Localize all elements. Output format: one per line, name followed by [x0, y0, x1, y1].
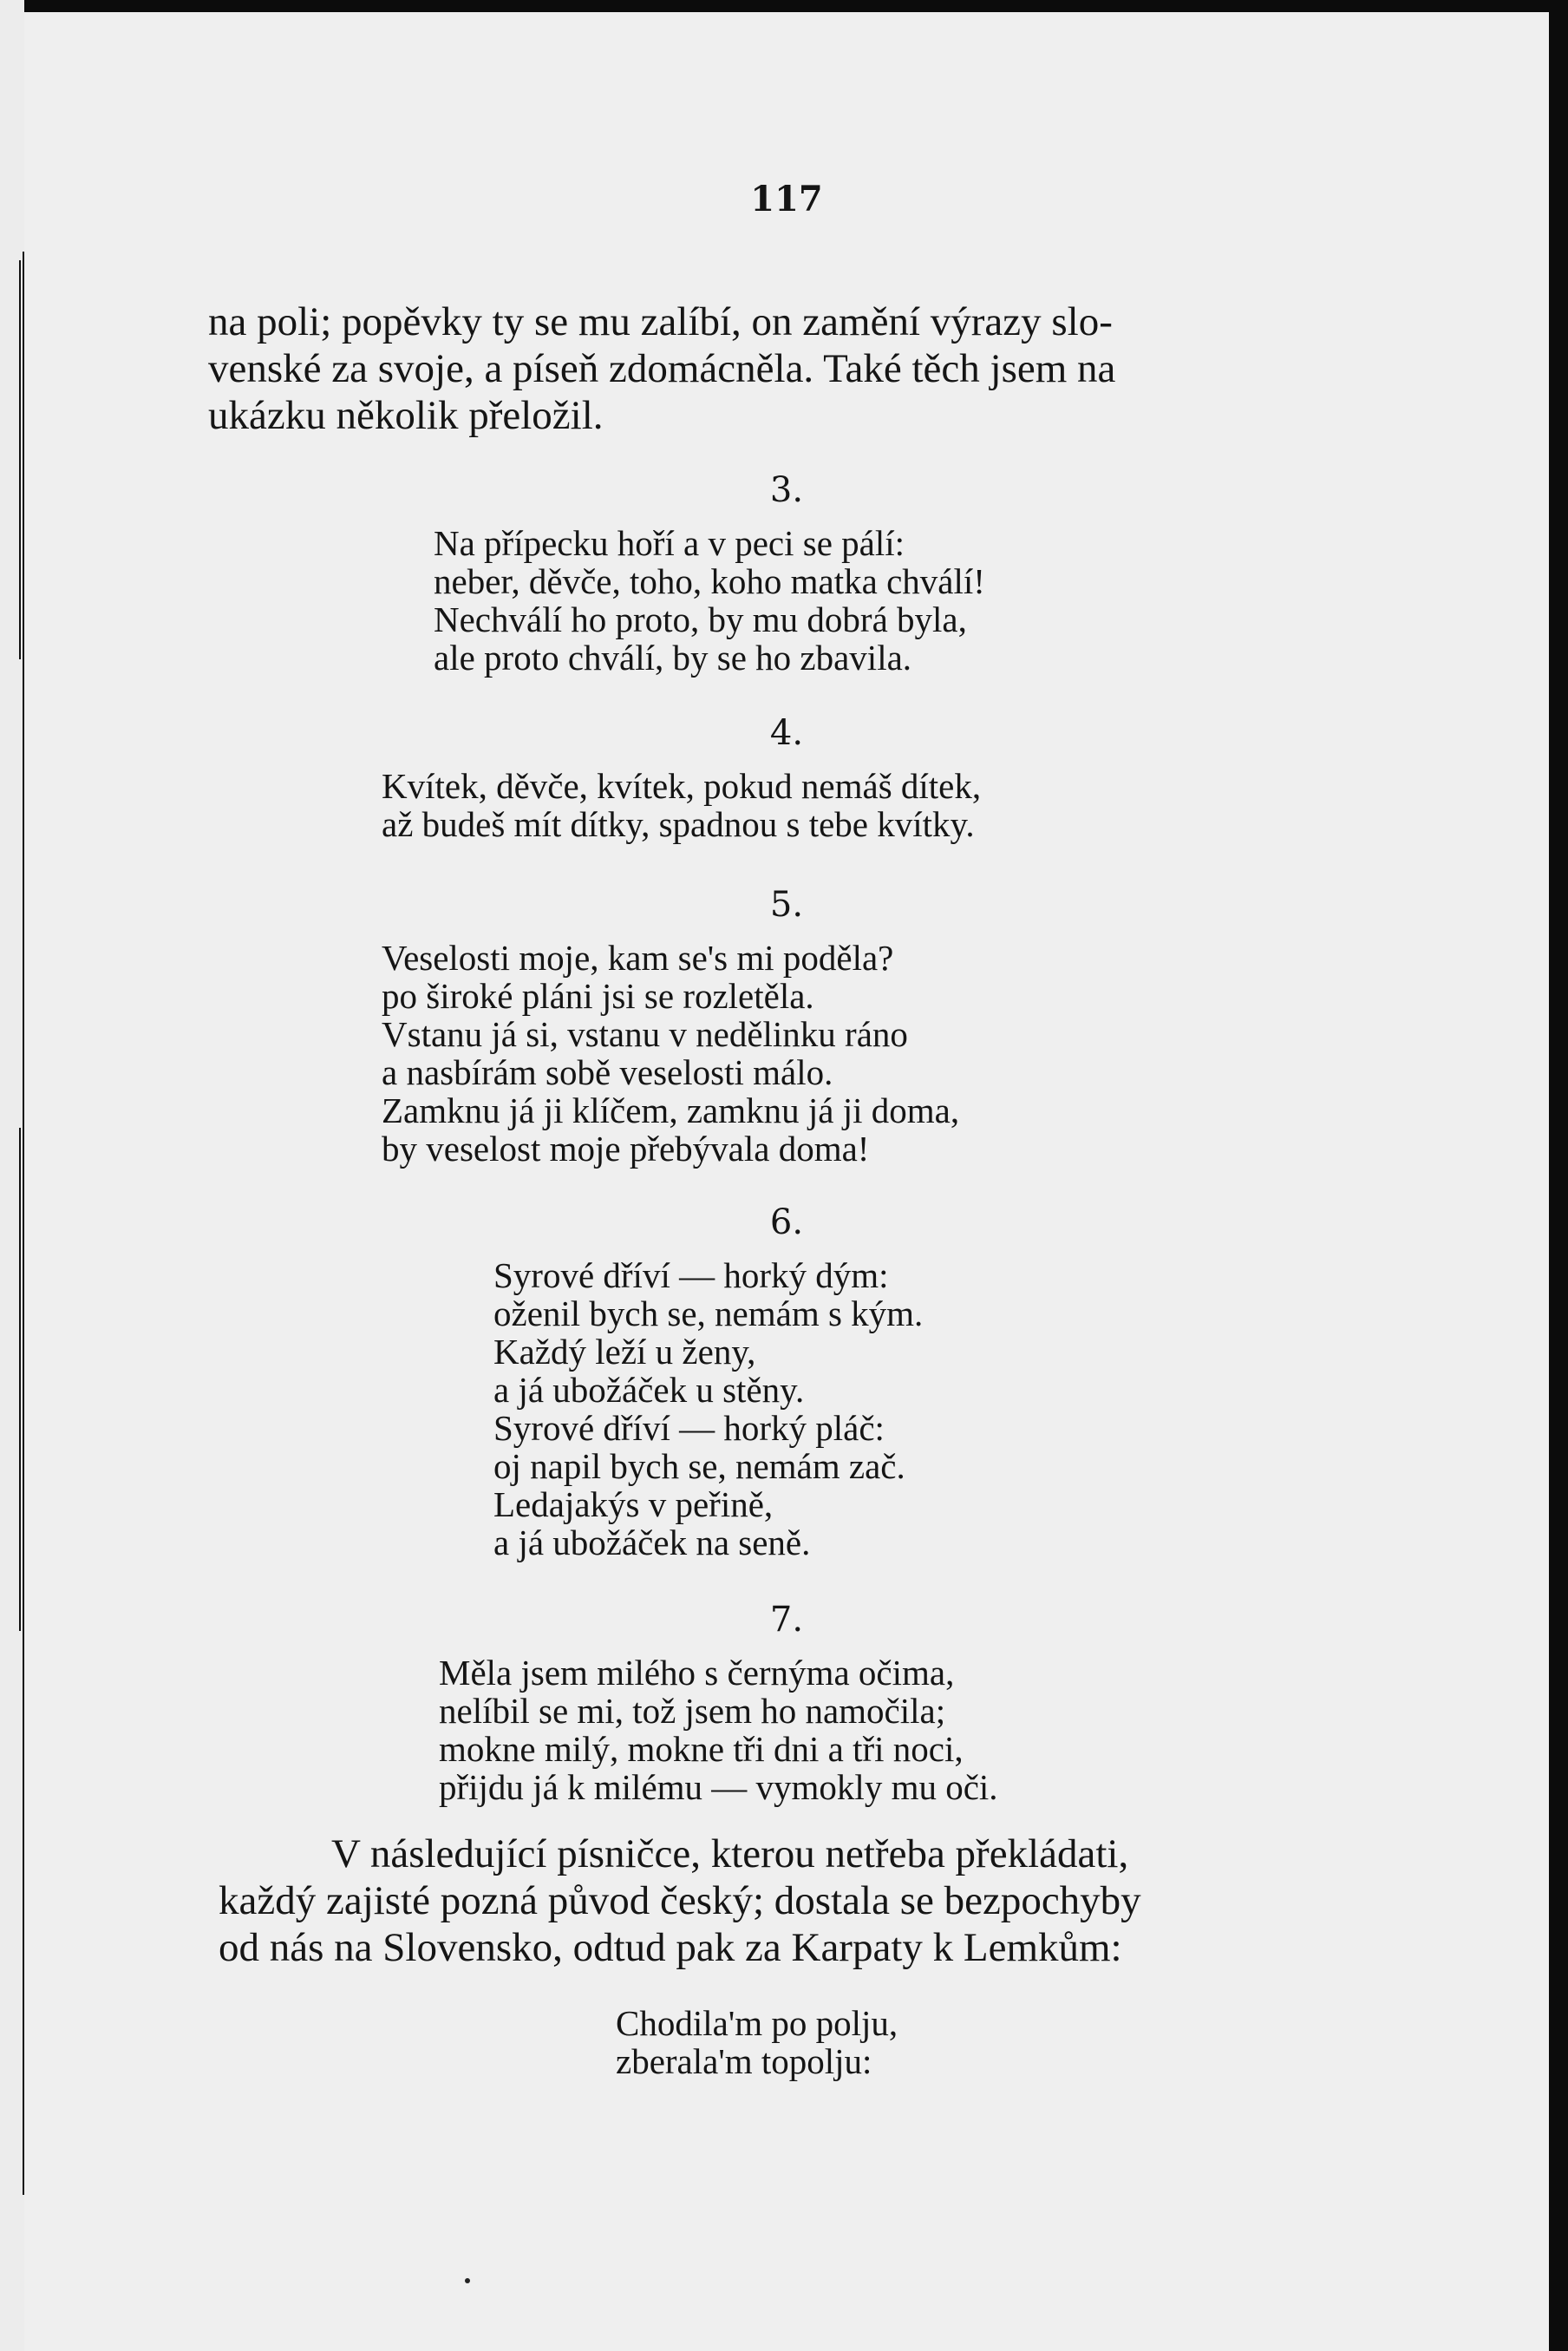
- verse-line: po široké pláni jsi se rozletěla.: [382, 976, 814, 1016]
- final-verse: [616, 2004, 898, 2080]
- verse-line: Syrové dříví — horký dým:: [493, 1255, 889, 1295]
- verse-line: Syrové dříví — horký pláč:: [493, 1408, 885, 1448]
- verse-line: Kvítek, děvče, kvítek, pokud nemáš dítek,: [382, 766, 982, 806]
- paragraph-line: každý zajisté pozná původ český; dostala se bezpochyby: [219, 1878, 1141, 1923]
- verse-line: Zamknu já ji klíčem, zamknu já ji doma,: [382, 1090, 960, 1130]
- song-number: 7.: [769, 1600, 804, 1640]
- verse-line: až budeš mít dítky, spadnou s tebe kvítky.: [382, 804, 975, 844]
- song-number: 5.: [769, 885, 804, 925]
- verse-line: a já ubožáček u stěny.: [493, 1370, 805, 1410]
- verse-line: mokne milý, mokne tři dni a tři noci,: [439, 1729, 964, 1769]
- closing-paragraph: [219, 1830, 1141, 1971]
- scan-top-edge: [0, 0, 1568, 12]
- song-verse: [434, 524, 985, 677]
- ink-speck: [465, 2278, 470, 2283]
- song-number: 3.: [769, 470, 804, 510]
- paragraph-line: ukázku několik přeložil.: [208, 393, 604, 438]
- verse-line: oženil bych se, nemám s kým.: [493, 1293, 924, 1333]
- page-number: 117: [750, 179, 823, 219]
- spine-shadow: [19, 260, 21, 659]
- verse-line: ale proto chválí, by se ho zbavila.: [434, 638, 912, 678]
- paragraph-line: od nás na Slovensko, odtud pak za Karpaty k Lemkům:: [219, 1925, 1122, 1970]
- verse-line: oj napil bych se, nemám zač.: [493, 1446, 905, 1486]
- song-verse: [493, 1256, 923, 1562]
- verse-line: Chodila'm po polju,: [616, 2003, 898, 2043]
- book-page: [24, 12, 1549, 2351]
- verse-line: Nechválí ho proto, by mu dobrá byla,: [434, 599, 967, 639]
- verse-line: Na přípecku hoří a v peci se pálí:: [434, 523, 905, 563]
- verse-line: Veselosti moje, kam se's mi poděla?: [382, 938, 894, 978]
- book-spine: [0, 0, 24, 2351]
- scan-right-edge: [1549, 0, 1568, 2351]
- verse-line: Měla jsem milého s černýma očima,: [439, 1653, 955, 1693]
- song-verse: [382, 767, 981, 843]
- verse-line: a já ubožáček na seně.: [493, 1523, 811, 1562]
- spine-shadow: [19, 1128, 21, 1631]
- song-number: 6.: [769, 1202, 804, 1242]
- song-number: 4.: [769, 713, 804, 753]
- verse-line: Vstanu já si, vstanu v nedělinku ráno: [382, 1014, 908, 1054]
- paragraph-line: na poli; popěvky ty se mu zalíbí, on zamění výrazy slo-: [208, 299, 1113, 344]
- verse-line: zberala'm topolju:: [616, 2041, 872, 2081]
- verse-line: Ledajakýs v peřině,: [493, 1484, 774, 1524]
- paragraph-line: venské za svoje, a píseň zdomácněla. Také těch jsem na: [208, 346, 1116, 391]
- verse-line: Každý leží u ženy,: [493, 1332, 756, 1372]
- verse-line: neber, děvče, toho, koho matka chválí!: [434, 561, 985, 601]
- song-verse: [439, 1654, 998, 1806]
- verse-line: přijdu já k milému — vymokly mu oči.: [439, 1767, 998, 1807]
- intro-paragraph: [208, 298, 1115, 439]
- song-verse: [382, 939, 959, 1168]
- paragraph-line: V následující písničce, kterou netřeba překládati,: [331, 1831, 1129, 1876]
- verse-line: a nasbírám sobě veselosti málo.: [382, 1052, 833, 1092]
- verse-line: nelíbil se mi, tož jsem ho namočila;: [439, 1691, 946, 1731]
- verse-line: by veselost moje přebývala doma!: [382, 1129, 870, 1169]
